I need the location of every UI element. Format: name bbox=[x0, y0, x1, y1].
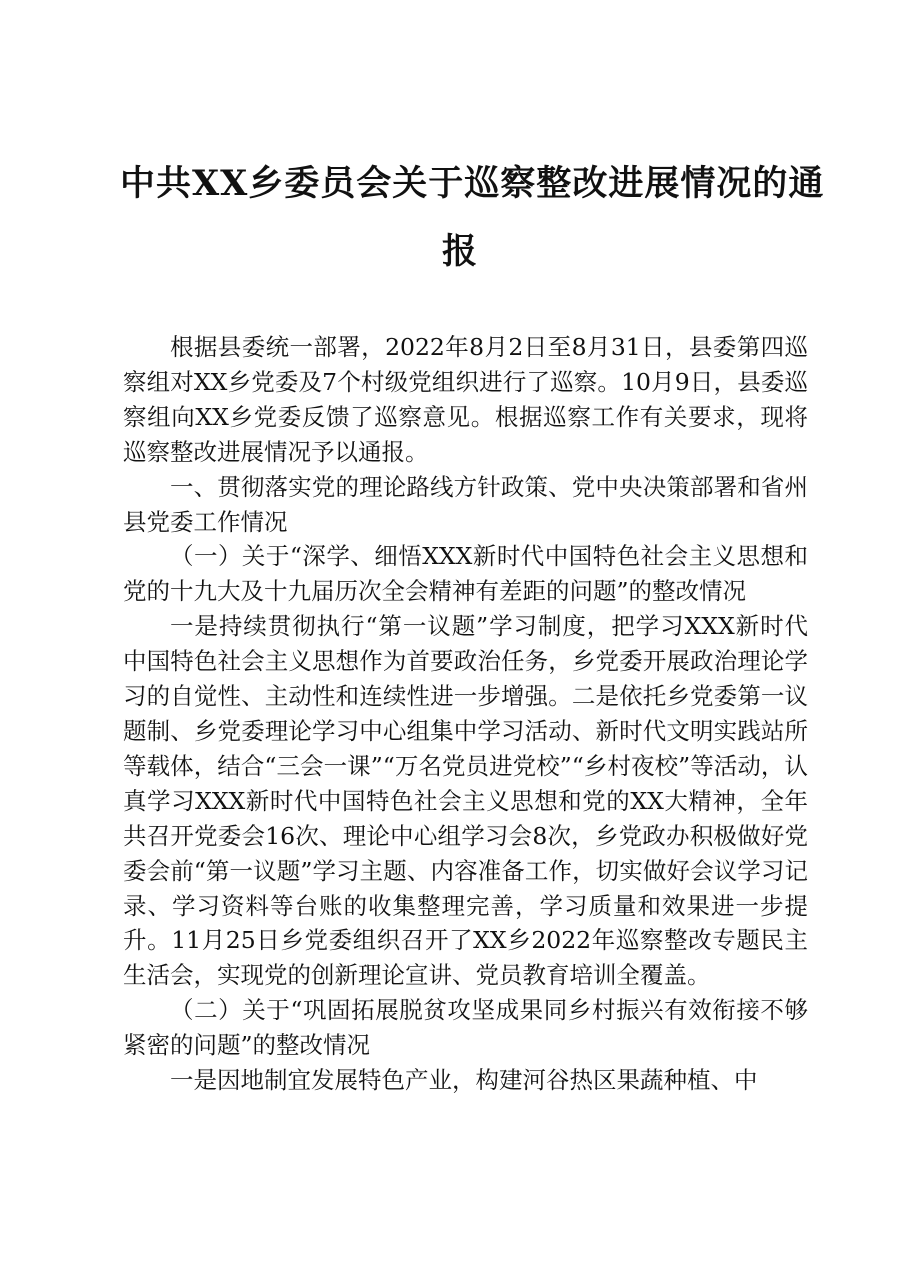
paragraph-intro: 根据县委统一部署，2022年8月2日至8月31日，县委第四巡察组对XX乡党委及7个村级党组织进行了巡察。10月9日，县委巡察组向XX乡党委反馈了巡察意见。根据巡察工作有关要求，现将巡察整改进展情况予以通报。 bbox=[123, 333, 808, 466]
subsection-heading-1: （一）关于“深学、细悟XXX新时代中国特色社会主义思想和党的十九大及十九届历次全会精神有差距的问题”的整改情况 bbox=[123, 542, 808, 606]
document-title bbox=[120, 150, 825, 286]
document-body bbox=[123, 330, 808, 1098]
subsection-heading-2: （二）关于“巩固拓展脱贫攻坚成果同乡村振兴有效衔接不够紧密的问题”的整改情况 bbox=[123, 996, 808, 1060]
title-line-1: 中共XX乡委员会关于巡察整改进展情况的通 bbox=[120, 163, 825, 204]
paragraph-rectification-2: 一是因地制宜发展特色产业，构建河谷热区果蔬种植、中 bbox=[170, 1066, 758, 1095]
title-line-2: 报 bbox=[441, 231, 478, 272]
section-heading-1: 一、贯彻落实党的理论路线方针政策、党中央决策部署和省州县党委工作情况 bbox=[123, 472, 808, 536]
paragraph-rectification-1: 一是持续贯彻执行“第一议题”学习制度，把学习XXX新时代中国特色社会主义思想作为首要政治任务，乡党委开展政治理论学习的自觉性、主动性和连续性进一步增强。二是依托乡党委第一议题制、乡党委理论学习中心组集中学习活动、新时代文明实践站所等载体，结合“三会一课”“万名党员进党校”“乡村夜校”等活动，认真学习XXX新时代中国特色社会主义思想和党的XX大精神，全年共召开党委会16次、理论中心组学习会8次，乡党政办积极做好党委会前“第一议题”学习主题、内容准备工作，切实做好会议学习记录、学习资料等台账的收集整理完善，学习质量和效果进一步提升。11月25日乡党委组织召开了XX乡2022年巡察整改专题民主生活会，实现党的创新理论宣讲、党员教育培训全覆盖。 bbox=[123, 612, 808, 990]
